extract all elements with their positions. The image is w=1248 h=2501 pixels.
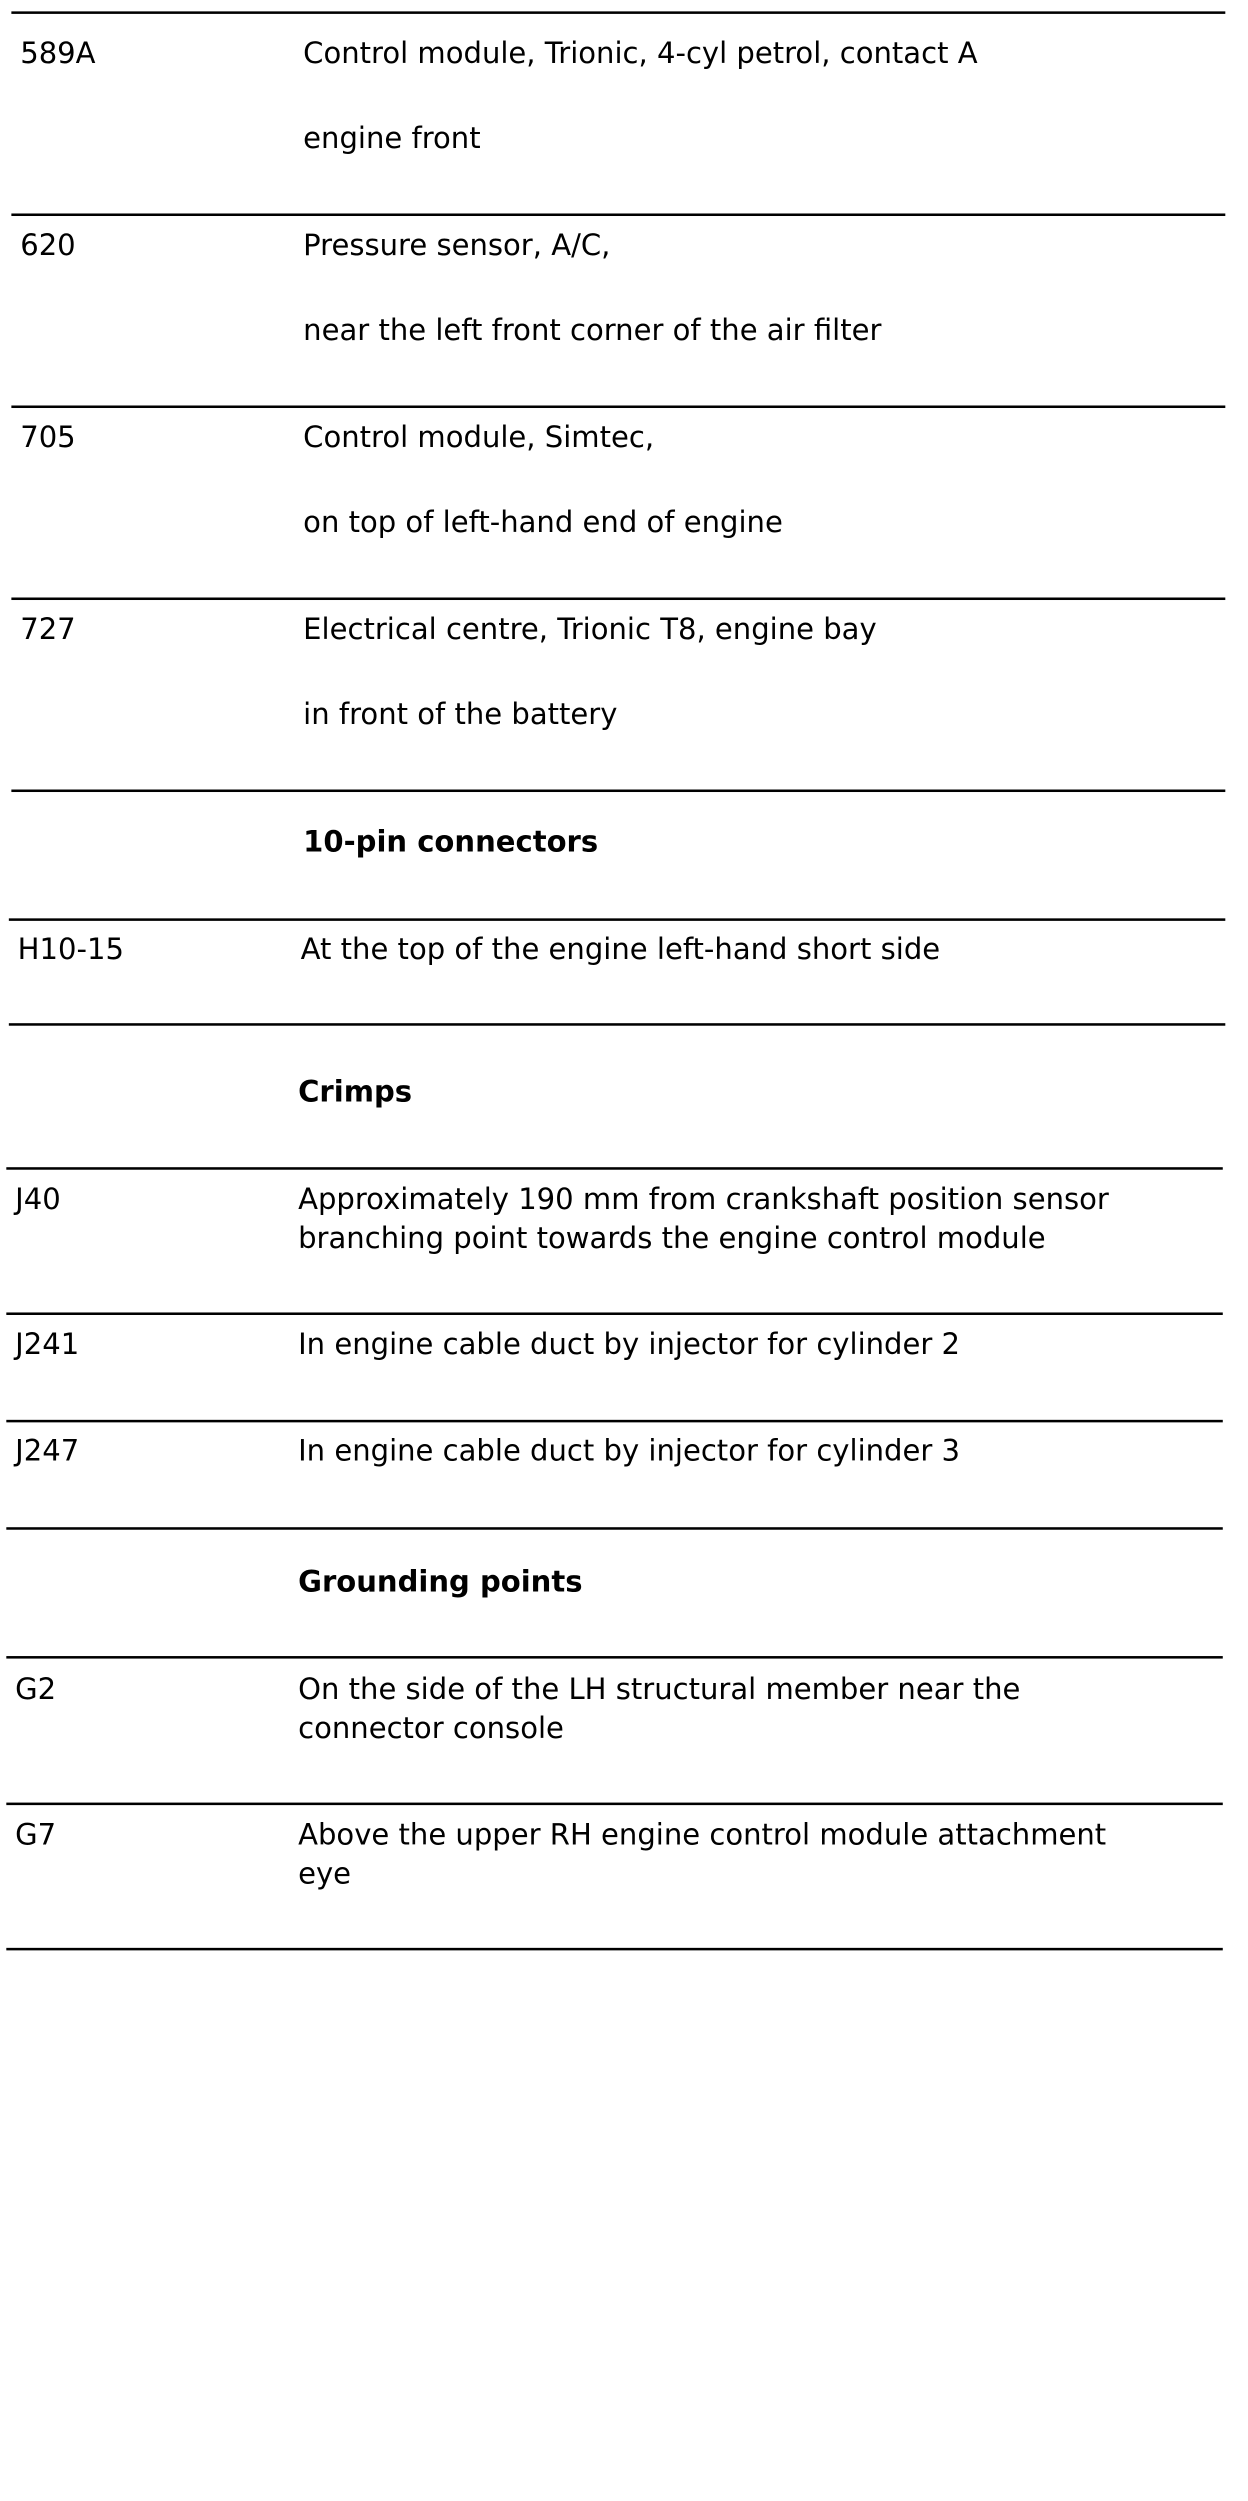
table-rule [6, 1527, 1222, 1530]
table-rule [9, 1023, 1225, 1026]
table-rule [6, 1167, 1222, 1170]
component-code: G7 [15, 1819, 57, 1852]
component-description: Control module, Simtec, [303, 421, 655, 455]
component-description: Pressure sensor, A/C, [303, 229, 611, 263]
table-rule [9, 918, 1225, 921]
table-rule [6, 1312, 1222, 1315]
table-rule [6, 1803, 1222, 1806]
component-location: on top of left-hand end of engine [303, 506, 783, 540]
component-code: J40 [15, 1183, 61, 1217]
component-code: G2 [15, 1673, 57, 1707]
table-rule [11, 213, 1225, 216]
section-heading-grounding-points: Grounding points [298, 1566, 583, 1600]
component-location-continued: branching point towards the engine control module [298, 1222, 1046, 1256]
section-heading-10-pin-connectors: 10-pin connectors [303, 826, 599, 859]
component-location: Above the upper RH engine control module attachment [298, 1819, 1107, 1852]
table-rule [6, 1948, 1222, 1951]
component-location: in front of the battery [303, 698, 618, 732]
table-rule [11, 405, 1225, 408]
component-location: engine front [303, 122, 481, 156]
component-code: J247 [15, 1434, 80, 1468]
component-description: Control module, Trionic, 4-cyl petrol, contact A [303, 37, 978, 71]
component-code: H10-15 [17, 933, 124, 967]
component-description: Electrical centre, Trionic T8, engine bay [303, 613, 877, 647]
component-location: near the left front corner of the air filter [303, 314, 882, 348]
component-code: J241 [15, 1328, 80, 1362]
table-rule [11, 11, 1225, 14]
component-location-continued: connector console [298, 1712, 564, 1746]
component-location: In engine cable duct by injector for cylinder 3 [298, 1434, 961, 1468]
component-location: At the top of the engine left-hand short side [300, 933, 941, 967]
table-rule [11, 790, 1225, 793]
component-code: 727 [20, 613, 76, 647]
component-location: On the side of the LH structural member near the [298, 1673, 1021, 1707]
component-location-continued: eye [298, 1858, 352, 1892]
component-code: 705 [20, 421, 76, 455]
component-code: 589A [20, 37, 96, 71]
section-heading-crimps: Crimps [298, 1076, 413, 1110]
component-code: 620 [20, 229, 76, 263]
table-rule [6, 1420, 1222, 1423]
table-rule [11, 597, 1225, 600]
table-rule [6, 1656, 1222, 1659]
component-location: In engine cable duct by injector for cylinder 2 [298, 1328, 961, 1362]
component-location: Approximately 190 mm from crankshaft position sensor [298, 1183, 1109, 1217]
